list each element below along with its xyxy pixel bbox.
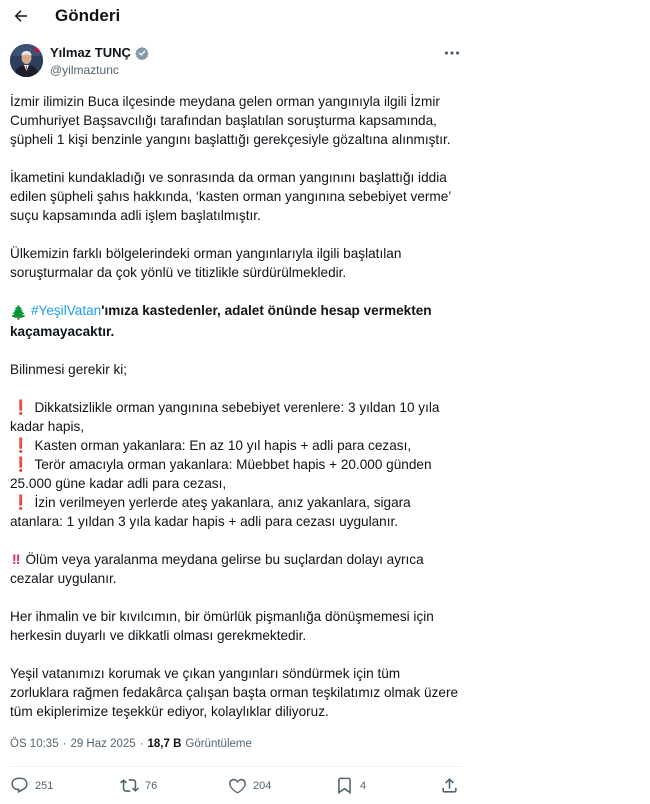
views-label: Görüntüleme [185,738,252,750]
double-exclamation-icon: ‼ [12,551,21,567]
page-title: Gönderi [55,6,121,25]
share-button[interactable] [440,776,459,795]
back-button[interactable] [6,2,36,30]
author-name-line [50,45,149,60]
tweet-meta [10,738,252,750]
bullet-text: İzin verilmeyen yerlerde ateş yakanlara, anız yakanlara, sigara atanlara: 1 yıldan 3 yıla kadar hapis + adli para cezası uygulanır. [10,495,411,529]
share-icon [440,776,459,795]
more-dots-icon [444,50,460,56]
bullet-item [10,493,462,531]
reply-icon [10,776,29,795]
bullet-text: Dikkatsizlikle orman yangınına sebebiyet verenlere: 3 yıldan 10 yıla kadar hapis, [10,400,440,434]
repost-count: 76 [145,779,158,792]
bookmark-icon [335,776,354,795]
meta-separator: · [62,738,67,750]
tweet-paragraph-5: Bilinmesi gerekir ki; [10,362,128,377]
author-name[interactable]: Yılmaz TUNÇ [50,45,131,60]
tweet-text [10,92,462,721]
exclamation-icon: ❗ [12,437,30,453]
bullet-item [10,455,462,493]
tweet-paragraph-4-text: 'ımıza kastedenler, adalet önünde hesap vermekten kaçamayacaktır. [10,303,432,339]
reply-count: 251 [35,779,54,792]
tweet-paragraph-1: İzmir ilimizin Buca ilçesinde meydana gelen orman yangınıyla ilgili İzmir Cumhuriyet Başsavcılığı tarafından başlatılan soruşturma kapsamında, şüpheli 1 kişi benzinle yangını başlattığı gerekçesiyle gözaltına alınmıştır. [10,94,451,147]
bookmark-button[interactable] [335,776,366,795]
bullet-text: Kasten orman yakanlara: En az 10 yıl hapis + adli para cezası, [34,438,412,453]
verified-badge-icon [135,46,149,60]
tweet-paragraph-6 [10,550,462,588]
bullet-item [10,398,462,436]
tweet-paragraph-7: Her ihmalin ve bir kıvılcımın, bir ömürlük pişmanlığa dönüşmemesi için herkesin duyarlı ve dikkatli olması gerekmektedir. [10,609,434,643]
avatar[interactable] [10,44,43,77]
author-row [10,44,466,80]
heart-icon [228,776,247,795]
tweet-paragraph-4 [10,301,462,341]
tweet-paragraph-3: Ülkemizin farklı bölgelerindeki orman yangınlarıyla ilgili başlatılan soruşturmalar da çok yönlü ve titizlikle sürdürülmekledir. [10,246,402,280]
bullet-item [10,436,462,455]
divider [10,766,462,767]
bookmark-count: 4 [360,779,367,792]
repost-button[interactable] [120,776,157,795]
like-button[interactable] [228,776,271,795]
tweet-time[interactable]: ÖS 10:35 [10,738,59,750]
exclamation-icon: ❗ [12,456,30,472]
author-handle[interactable]: @yilmaztunc [50,63,119,77]
page-header [0,0,466,33]
views-count: 18,7 B [147,738,182,750]
tweet-paragraph-6-text: Ölüm veya yaralanma meydana gelirse bu suçlardan dolayı ayrıca cezalar uygulanır. [10,552,424,586]
reply-button[interactable] [10,776,53,795]
more-options-button[interactable] [440,44,464,62]
action-bar [10,776,462,796]
like-count: 204 [253,779,272,792]
exclamation-icon: ❗ [12,494,30,510]
avatar-portrait-icon [10,44,43,77]
tweet-date[interactable]: 29 Haz 2025 [70,738,136,750]
tweet-paragraph-2: İkametini kundakladığı ve sonrasında da orman yangınını başlattığı iddia edilen şüpheli şahıs hakkında, ‘kasten orman yangınına sebebiyet verme’ suçu kapsamında adli işlem başlatılmıştır. [10,170,451,223]
evergreen-tree-icon: 🌲 [10,305,27,320]
hashtag-link[interactable]: #YeşilVatan [30,303,102,318]
repost-icon [120,776,139,795]
bullet-text: Terör amacıyla orman yakanlara: Müebbet hapis + 20.000 günden 25.000 güne kadar adli para cezası, [10,457,432,491]
meta-separator: · [139,738,144,750]
exclamation-icon: ❗ [12,399,30,415]
tweet-paragraph-8: Yeşil vatanımızı korumak ve çıkan yangınları söndürmek için tüm zorluklara rağmen fedakârca çalışan başta orman teşkilatımız olmak üzere tüm ekiplerimize teşekkür ediyor, kolaylıklar diliyoruz. [10,666,459,719]
arrow-left-icon [12,7,30,25]
